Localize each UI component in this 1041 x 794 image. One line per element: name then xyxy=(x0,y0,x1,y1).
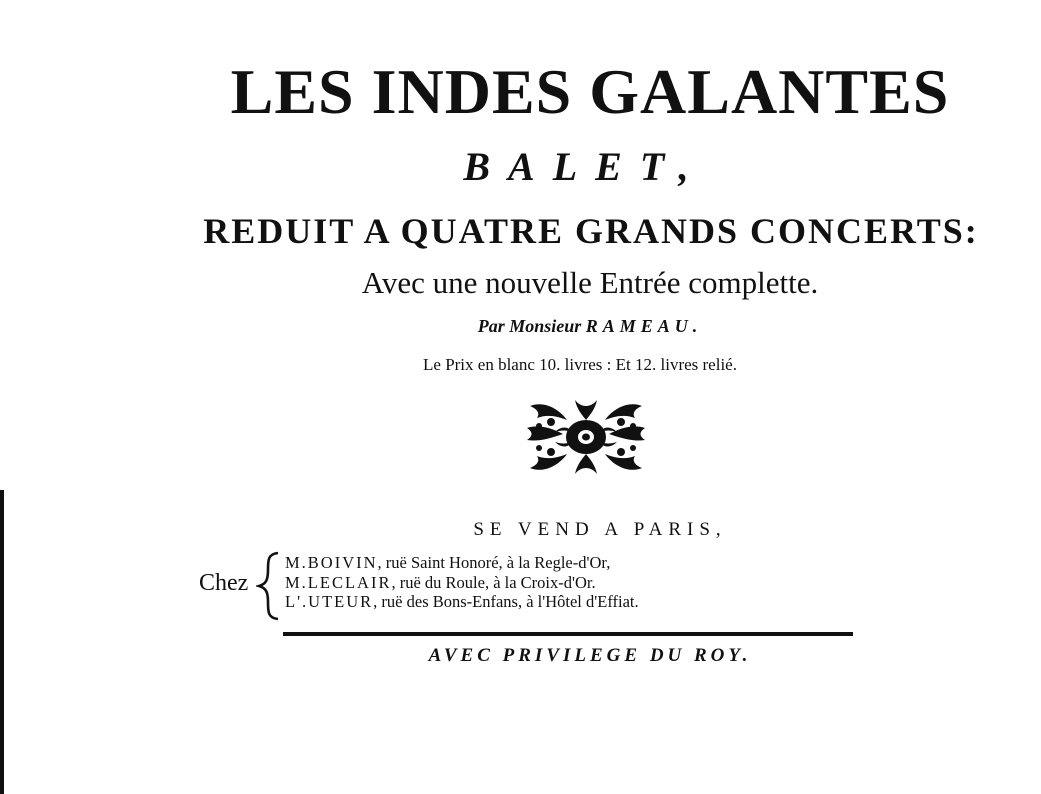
seller-item xyxy=(285,592,755,612)
seller-name: M.BOIVIN xyxy=(285,553,378,572)
sellers-list xyxy=(285,553,755,612)
seller-address: , ruë des Bons-Enfans, à l'Hôtel d'Effiat. xyxy=(373,592,639,611)
work-title: LES INDES GALANTES xyxy=(230,56,950,127)
chez-label: Chez xyxy=(199,570,249,596)
seller-name: M.LECLAIR xyxy=(285,572,392,592)
seller-address: , ruë Saint Honoré, à la Regle-d'Or, xyxy=(377,553,611,572)
seller-item xyxy=(285,553,755,573)
price-line: Le Prix en blanc 10. livres : Et 12. livres relié. xyxy=(423,355,737,374)
curly-brace-icon xyxy=(256,550,284,622)
author-name: RAMEAU. xyxy=(585,316,703,336)
seller-name: L'.UTEUR xyxy=(285,592,374,611)
arrangement-line: REDUIT A QUATRE GRANDS CONCERTS: xyxy=(203,211,979,251)
page-edge-shadow xyxy=(0,490,4,794)
royal-privilege: AVEC PRIVILEGE DU ROY. xyxy=(428,645,752,666)
sale-location: SE VEND A PARIS, xyxy=(473,519,727,540)
horizontal-rule xyxy=(283,632,853,636)
author-prefix: Par Monsieur xyxy=(477,316,582,336)
new-entry-line: Avec une nouvelle Entrée complette. xyxy=(361,265,819,300)
work-subtitle: BALET, xyxy=(463,144,707,189)
seller-address: , ruë du Roule, à la Croix-d'Or. xyxy=(391,572,596,592)
seller-item xyxy=(285,573,755,593)
fleuron-ornament-icon xyxy=(525,398,647,476)
author-line xyxy=(400,316,780,337)
